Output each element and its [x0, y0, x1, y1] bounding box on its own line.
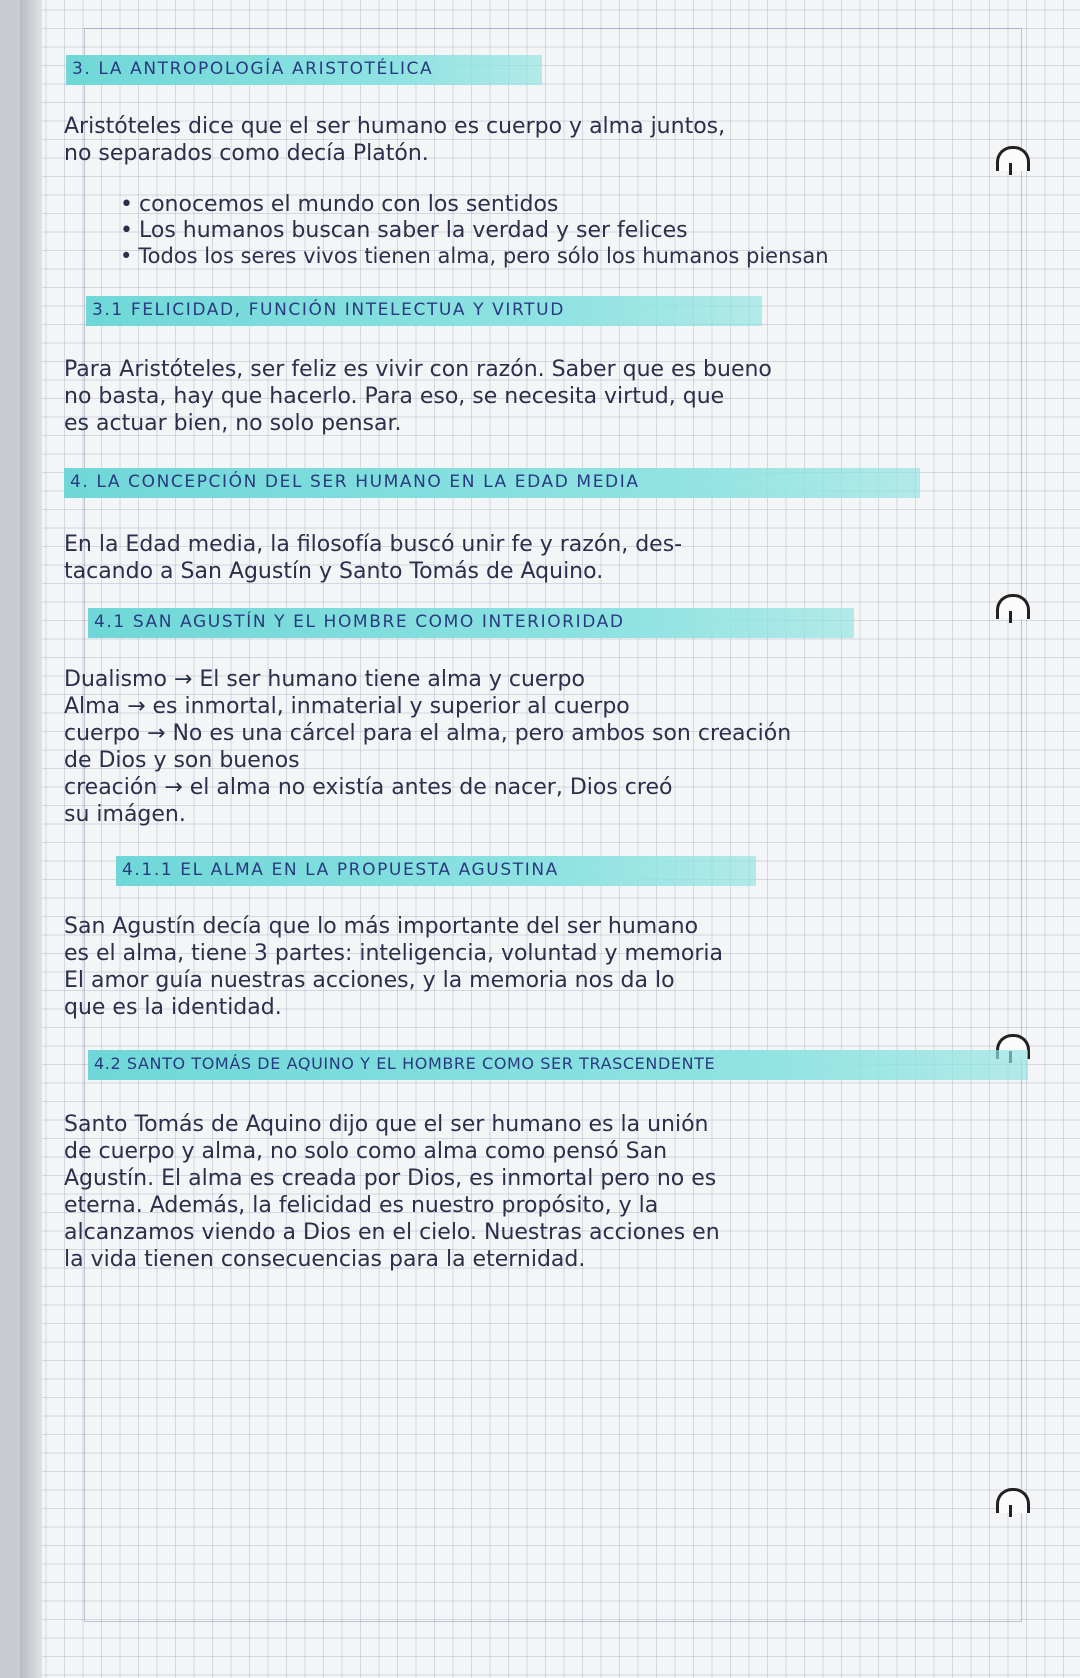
heading-4-2 — [88, 1050, 1028, 1080]
s4-2-line: Agustín. El alma es creada por Dios, es inmortal pero no es — [64, 1166, 717, 1191]
binder-hole-icon — [996, 1488, 1030, 1513]
s3-bullet: • conocemos el mundo con los sentidos — [120, 192, 558, 217]
binder-hole-icon — [996, 594, 1030, 619]
heading-4-1-text: 4.1 SAN AGUSTÍN Y EL HOMBRE COMO INTERIORIDAD — [94, 612, 625, 632]
s3-1-line: es actuar bien, no solo pensar. — [64, 411, 402, 436]
heading-3-1 — [86, 296, 762, 326]
s3-line: Aristóteles dice que el ser humano es cuerpo y alma juntos, — [64, 114, 726, 139]
s3-bullet: • Todos los seres vivos tienen alma, pero sólo los humanos piensan — [120, 244, 829, 268]
s4-1-1-line: El amor guía nuestras acciones, y la memoria nos da lo — [64, 968, 675, 993]
heading-3 — [66, 55, 542, 85]
heading-4 — [64, 468, 920, 498]
s4-1-line: creación → el alma no existía antes de nacer, Dios creó — [64, 775, 673, 800]
s4-2-line: eterna. Además, la felicidad es nuestro propósito, y la — [64, 1193, 659, 1218]
s4-1-line: cuerpo → No es una cárcel para el alma, pero ambos son creación — [64, 721, 792, 746]
page-edge-shadow — [20, 0, 42, 1678]
s4-1-1-line: es el alma, tiene 3 partes: inteligencia, voluntad y memoria — [64, 941, 723, 966]
s4-1-line: Dualismo → El ser humano tiene alma y cuerpo — [64, 667, 585, 692]
s4-1-1-line: San Agustín decía que lo más importante del ser humano — [64, 914, 699, 939]
s4-2-line: la vida tienen consecuencias para la eternidad. — [64, 1247, 586, 1272]
heading-3-1-text: 3.1 FELICIDAD, FUNCIÓN INTELECTUA Y VIRTUD — [92, 300, 565, 320]
s4-line: En la Edad media, la filosofía buscó unir fe y razón, des- — [64, 532, 683, 557]
heading-4-2-text: 4.2 SANTO TOMÁS DE AQUINO Y EL HOMBRE COMO SER TRASCENDENTE — [94, 1054, 716, 1073]
s4-2-line: de cuerpo y alma, no solo como alma como pensó San — [64, 1139, 668, 1164]
s4-2-line: Santo Tomás de Aquino dijo que el ser humano es la unión — [64, 1112, 709, 1137]
heading-3-text: 3. LA ANTROPOLOGÍA ARISTOTÉLICA — [72, 59, 434, 79]
s4-1-line: Alma → es inmortal, inmaterial y superior al cuerpo — [64, 694, 630, 719]
s3-bullet: • Los humanos buscan saber la verdad y ser felices — [120, 218, 688, 243]
s4-1-line: de Dios y son buenos — [64, 748, 300, 773]
s3-1-line: no basta, hay que hacerlo. Para eso, se necesita virtud, que — [64, 384, 725, 409]
s3-line: no separados como decía Platón. — [64, 141, 429, 166]
heading-4-1-1-text: 4.1.1 EL ALMA EN LA PROPUESTA AGUSTINA — [122, 860, 559, 880]
heading-4-1-1 — [116, 856, 756, 886]
notebook-page — [20, 0, 1080, 1678]
s4-2-line: alcanzamos viendo a Dios en el cielo. Nuestras acciones en — [64, 1220, 720, 1245]
heading-4-text: 4. LA CONCEPCIÓN DEL SER HUMANO EN LA EDAD MEDIA — [70, 472, 640, 492]
s4-1-line: su imágen. — [64, 802, 186, 827]
heading-4-1 — [88, 608, 854, 638]
s4-1-1-line: que es la identidad. — [64, 995, 282, 1020]
s3-1-line: Para Aristóteles, ser feliz es vivir con razón. Saber que es bueno — [64, 357, 772, 382]
s4-line: tacando a San Agustín y Santo Tomás de Aquino. — [64, 559, 604, 584]
binder-hole-icon — [996, 146, 1030, 171]
